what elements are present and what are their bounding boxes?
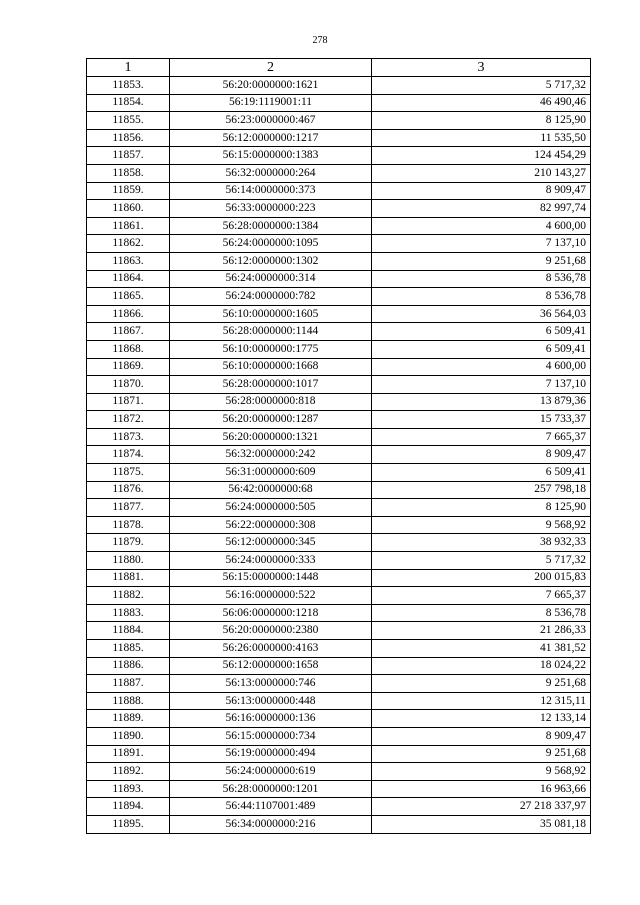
table-row <box>87 252 591 270</box>
table-row <box>87 727 591 745</box>
row-number-cell: 11882. <box>87 587 170 605</box>
amount-cell: 9 568,92 <box>372 516 591 534</box>
amount-cell: 9 251,68 <box>372 745 591 763</box>
row-number-cell: 11854. <box>87 94 170 112</box>
amount-cell: 5 717,32 <box>372 552 591 570</box>
cadastral-code-cell: 56:10:0000000:1775 <box>170 340 372 358</box>
cadastral-code-cell: 56:13:0000000:746 <box>170 675 372 693</box>
table-header <box>87 59 591 77</box>
amount-cell: 4 600,00 <box>372 358 591 376</box>
row-number-cell: 11877. <box>87 499 170 517</box>
row-number-cell: 11860. <box>87 200 170 218</box>
table-row <box>87 569 591 587</box>
cadastral-code-cell: 56:20:0000000:1287 <box>170 411 372 429</box>
amount-cell: 9 251,68 <box>372 252 591 270</box>
table-row <box>87 587 591 605</box>
cadastral-code-cell: 56:28:0000000:1201 <box>170 780 372 798</box>
amount-cell: 8 536,78 <box>372 604 591 622</box>
amount-cell: 11 535,50 <box>372 129 591 147</box>
row-number-cell: 11866. <box>87 305 170 323</box>
row-number-cell: 11868. <box>87 340 170 358</box>
amount-cell: 7 665,37 <box>372 428 591 446</box>
amount-cell: 9 568,92 <box>372 763 591 781</box>
cadastral-code-cell: 56:23:0000000:467 <box>170 112 372 130</box>
table-row <box>87 499 591 517</box>
column-header-2: 2 <box>170 59 372 77</box>
amount-cell: 15 733,37 <box>372 411 591 429</box>
amount-cell: 46 490,46 <box>372 94 591 112</box>
amount-cell: 41 381,52 <box>372 640 591 658</box>
amount-cell: 257 798,18 <box>372 481 591 499</box>
cadastral-code-cell: 56:24:0000000:1095 <box>170 235 372 253</box>
row-number-cell: 11872. <box>87 411 170 429</box>
cadastral-code-cell: 56:24:0000000:619 <box>170 763 372 781</box>
row-number-cell: 11894. <box>87 798 170 816</box>
row-number-cell: 11895. <box>87 815 170 833</box>
amount-cell: 9 251,68 <box>372 675 591 693</box>
cadastral-code-cell: 56:24:0000000:333 <box>170 552 372 570</box>
table-row <box>87 640 591 658</box>
amount-cell: 124 454,29 <box>372 147 591 165</box>
table-row <box>87 217 591 235</box>
row-number-cell: 11884. <box>87 622 170 640</box>
amount-cell: 8 909,47 <box>372 727 591 745</box>
table-row <box>87 411 591 429</box>
amount-cell: 7 665,37 <box>372 587 591 605</box>
cadastral-code-cell: 56:16:0000000:136 <box>170 710 372 728</box>
table-row <box>87 112 591 130</box>
row-number-cell: 11869. <box>87 358 170 376</box>
row-number-cell: 11879. <box>87 534 170 552</box>
table-row <box>87 675 591 693</box>
row-number-cell: 11880. <box>87 552 170 570</box>
row-number-cell: 11886. <box>87 657 170 675</box>
amount-cell: 7 137,10 <box>372 376 591 394</box>
cadastral-code-cell: 56:12:0000000:1302 <box>170 252 372 270</box>
cadastral-code-cell: 56:26:0000000:4163 <box>170 640 372 658</box>
amount-cell: 27 218 337,97 <box>372 798 591 816</box>
amount-cell: 4 600,00 <box>372 217 591 235</box>
row-number-cell: 11876. <box>87 481 170 499</box>
table-row <box>87 815 591 833</box>
cadastral-code-cell: 56:12:0000000:1217 <box>170 129 372 147</box>
table-row <box>87 164 591 182</box>
row-number-cell: 11892. <box>87 763 170 781</box>
cadastral-code-cell: 56:28:0000000:1144 <box>170 323 372 341</box>
cadastral-code-cell: 56:28:0000000:818 <box>170 393 372 411</box>
row-number-cell: 11871. <box>87 393 170 411</box>
table-row <box>87 446 591 464</box>
table-row <box>87 428 591 446</box>
cadastral-code-cell: 56:15:0000000:1383 <box>170 147 372 165</box>
table-row <box>87 288 591 306</box>
table-row <box>87 516 591 534</box>
amount-cell: 8 909,47 <box>372 446 591 464</box>
amount-cell: 16 963,66 <box>372 780 591 798</box>
table-row <box>87 94 591 112</box>
cadastral-code-cell: 56:32:0000000:242 <box>170 446 372 464</box>
amount-cell: 8 536,78 <box>372 270 591 288</box>
row-number-cell: 11859. <box>87 182 170 200</box>
row-number-cell: 11885. <box>87 640 170 658</box>
row-number-cell: 11857. <box>87 147 170 165</box>
table-body <box>87 77 591 834</box>
row-number-cell: 11864. <box>87 270 170 288</box>
row-number-cell: 11893. <box>87 780 170 798</box>
cadastral-code-cell: 56:28:0000000:1384 <box>170 217 372 235</box>
table-row <box>87 534 591 552</box>
cadastral-code-cell: 56:24:0000000:314 <box>170 270 372 288</box>
table-row <box>87 464 591 482</box>
table-row <box>87 692 591 710</box>
cadastral-code-cell: 56:10:0000000:1605 <box>170 305 372 323</box>
table-row <box>87 622 591 640</box>
cadastral-code-cell: 56:24:0000000:782 <box>170 288 372 306</box>
row-number-cell: 11858. <box>87 164 170 182</box>
cadastral-code-cell: 56:14:0000000:373 <box>170 182 372 200</box>
amount-cell: 6 509,41 <box>372 323 591 341</box>
table-row <box>87 780 591 798</box>
row-number-cell: 11874. <box>87 446 170 464</box>
amount-cell: 82 997,74 <box>372 200 591 218</box>
registry-table <box>86 58 591 834</box>
amount-cell: 8 125,90 <box>372 499 591 517</box>
row-number-cell: 11862. <box>87 235 170 253</box>
cadastral-code-cell: 56:31:0000000:609 <box>170 464 372 482</box>
table-row <box>87 358 591 376</box>
cadastral-code-cell: 56:19:1119001:11 <box>170 94 372 112</box>
row-number-cell: 11890. <box>87 727 170 745</box>
cadastral-code-cell: 56:34:0000000:216 <box>170 815 372 833</box>
cadastral-code-cell: 56:20:0000000:1621 <box>170 77 372 95</box>
cadastral-code-cell: 56:42:0000000:68 <box>170 481 372 499</box>
table-row <box>87 798 591 816</box>
row-number-cell: 11887. <box>87 675 170 693</box>
table-row <box>87 552 591 570</box>
amount-cell: 6 509,41 <box>372 464 591 482</box>
row-number-cell: 11883. <box>87 604 170 622</box>
cadastral-code-cell: 56:24:0000000:505 <box>170 499 372 517</box>
amount-cell: 12 315,11 <box>372 692 591 710</box>
amount-cell: 8 536,78 <box>372 288 591 306</box>
table-row <box>87 745 591 763</box>
amount-cell: 18 024,22 <box>372 657 591 675</box>
cadastral-code-cell: 56:12:0000000:1658 <box>170 657 372 675</box>
table-row <box>87 657 591 675</box>
table-row <box>87 710 591 728</box>
cadastral-code-cell: 56:10:0000000:1668 <box>170 358 372 376</box>
cadastral-code-cell: 56:19:0000000:494 <box>170 745 372 763</box>
table-row <box>87 235 591 253</box>
row-number-cell: 11888. <box>87 692 170 710</box>
table-row <box>87 323 591 341</box>
amount-cell: 38 932,33 <box>372 534 591 552</box>
cadastral-code-cell: 56:13:0000000:448 <box>170 692 372 710</box>
amount-cell: 21 286,33 <box>372 622 591 640</box>
row-number-cell: 11881. <box>87 569 170 587</box>
row-number-cell: 11856. <box>87 129 170 147</box>
cadastral-code-cell: 56:20:0000000:1321 <box>170 428 372 446</box>
row-number-cell: 11863. <box>87 252 170 270</box>
amount-cell: 12 133,14 <box>372 710 591 728</box>
amount-cell: 7 137,10 <box>372 235 591 253</box>
table-row <box>87 763 591 781</box>
cadastral-code-cell: 56:33:0000000:223 <box>170 200 372 218</box>
cadastral-code-cell: 56:44:1107001:489 <box>170 798 372 816</box>
amount-cell: 36 564,03 <box>372 305 591 323</box>
cadastral-code-cell: 56:20:0000000:2380 <box>170 622 372 640</box>
cadastral-code-cell: 56:06:0000000:1218 <box>170 604 372 622</box>
row-number-cell: 11873. <box>87 428 170 446</box>
table-row <box>87 270 591 288</box>
row-number-cell: 11853. <box>87 77 170 95</box>
cadastral-code-cell: 56:22:0000000:308 <box>170 516 372 534</box>
row-number-cell: 11855. <box>87 112 170 130</box>
cadastral-code-cell: 56:16:0000000:522 <box>170 587 372 605</box>
row-number-cell: 11878. <box>87 516 170 534</box>
cadastral-code-cell: 56:15:0000000:1448 <box>170 569 372 587</box>
table-row <box>87 340 591 358</box>
page-number: 278 <box>312 35 328 46</box>
row-number-cell: 11867. <box>87 323 170 341</box>
table-row <box>87 393 591 411</box>
amount-cell: 8 125,90 <box>372 112 591 130</box>
cadastral-code-cell: 56:12:0000000:345 <box>170 534 372 552</box>
row-number-cell: 11889. <box>87 710 170 728</box>
table-row <box>87 481 591 499</box>
table-row <box>87 147 591 165</box>
table-row <box>87 77 591 95</box>
cadastral-code-cell: 56:32:0000000:264 <box>170 164 372 182</box>
row-number-cell: 11861. <box>87 217 170 235</box>
cadastral-code-cell: 56:15:0000000:734 <box>170 727 372 745</box>
amount-cell: 35 081,18 <box>372 815 591 833</box>
amount-cell: 8 909,47 <box>372 182 591 200</box>
table-row <box>87 129 591 147</box>
table-row <box>87 376 591 394</box>
amount-cell: 13 879,36 <box>372 393 591 411</box>
row-number-cell: 11865. <box>87 288 170 306</box>
amount-cell: 200 015,83 <box>372 569 591 587</box>
amount-cell: 210 143,27 <box>372 164 591 182</box>
table-row <box>87 305 591 323</box>
table-row <box>87 182 591 200</box>
amount-cell: 6 509,41 <box>372 340 591 358</box>
row-number-cell: 11875. <box>87 464 170 482</box>
row-number-cell: 11891. <box>87 745 170 763</box>
table-row <box>87 200 591 218</box>
header-row <box>87 59 591 77</box>
table-row <box>87 604 591 622</box>
cadastral-code-cell: 56:28:0000000:1017 <box>170 376 372 394</box>
amount-cell: 5 717,32 <box>372 77 591 95</box>
column-header-3: 3 <box>372 59 591 77</box>
column-header-1: 1 <box>87 59 170 77</box>
row-number-cell: 11870. <box>87 376 170 394</box>
